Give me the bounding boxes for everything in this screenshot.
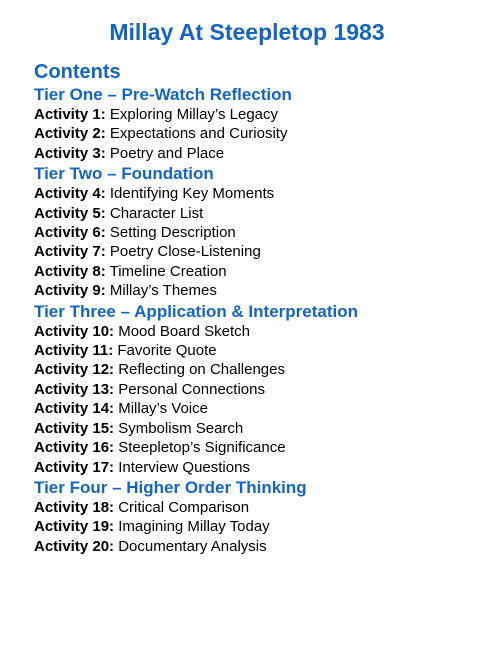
activity-number: Activity 4: xyxy=(34,185,106,203)
activity-title: Critical Comparison xyxy=(118,498,250,516)
activity-item xyxy=(34,281,484,300)
activity-number: Activity 2: xyxy=(34,125,106,143)
activity-number: Activity 19: xyxy=(34,518,115,536)
activity-number: Activity 6: xyxy=(34,224,106,242)
activity-title: Expectations and Curiosity xyxy=(109,125,288,143)
activity-number: Activity 11: xyxy=(34,342,114,360)
activity-item xyxy=(34,380,484,399)
activity-number: Activity 9: xyxy=(34,282,106,300)
activity-number: Activity 7: xyxy=(34,243,106,261)
page-title: Millay At Steepletop 1983 xyxy=(109,19,385,45)
activity-title: Exploring Millay’s Legacy xyxy=(109,106,279,123)
activity-number: Activity 17: xyxy=(34,458,115,476)
activity-number: Activity 5: xyxy=(34,204,106,222)
activity-item xyxy=(34,498,484,517)
activity-item xyxy=(34,537,484,556)
activity-number: Activity 18: xyxy=(34,498,115,516)
activity-title: Millay’s Voice xyxy=(118,400,208,418)
activity-title: Millay’s Themes xyxy=(109,282,217,300)
contents-heading: Contents xyxy=(34,61,121,83)
tier-heading-3: Tier Three – Application & Interpretation xyxy=(34,301,358,321)
activity-title: Setting Description xyxy=(109,224,236,242)
activity-item xyxy=(34,184,484,203)
activity-title: Poetry Close-Listening xyxy=(109,243,261,261)
activity-number: Activity 12: xyxy=(34,361,115,379)
activity-number: Activity 15: xyxy=(34,419,115,437)
tier-heading-1: Tier One – Pre-Watch Reflection xyxy=(34,85,292,104)
activity-number: Activity 8: xyxy=(34,262,106,280)
activity-title: Personal Connections xyxy=(118,380,265,398)
activity-title: Favorite Quote xyxy=(117,342,217,360)
activity-number: Activity 3: xyxy=(34,144,106,162)
activity-item xyxy=(34,223,484,242)
activity-title: Identifying Key Moments xyxy=(109,185,275,203)
activity-title: Steepletop’s Significance xyxy=(118,439,286,457)
activity-title: Reflecting on Challenges xyxy=(118,361,285,379)
activity-title: Character List xyxy=(109,204,204,222)
activity-item xyxy=(34,262,484,281)
activity-title: Symbolism Search xyxy=(118,419,244,437)
activity-item xyxy=(34,360,484,379)
tier-heading-4: Tier Four – Higher Order Thinking xyxy=(34,477,307,497)
activity-item xyxy=(34,399,484,418)
activity-title: Poetry and Place xyxy=(109,144,225,162)
activity-number: Activity 20: xyxy=(34,537,115,555)
table-of-contents xyxy=(34,60,484,556)
activity-title: Documentary Analysis xyxy=(118,537,267,555)
activity-item xyxy=(34,322,484,341)
activity-item xyxy=(34,517,484,536)
activity-item xyxy=(34,204,484,223)
activity-item xyxy=(34,438,484,457)
activity-item xyxy=(34,144,484,163)
activity-item xyxy=(34,105,484,124)
activity-number: Activity 10: xyxy=(34,322,115,340)
activity-title: Interview Questions xyxy=(118,458,250,476)
tier-heading-2: Tier Two – Foundation xyxy=(34,164,214,184)
activity-title: Mood Board Sketch xyxy=(118,322,250,340)
activity-item xyxy=(34,124,484,143)
activity-item xyxy=(34,242,484,261)
activity-number: Activity 13: xyxy=(34,380,115,398)
activity-title: Imagining Millay Today xyxy=(118,518,270,536)
activity-number: Activity 14: xyxy=(34,400,115,418)
activity-item xyxy=(34,458,484,477)
activity-title: Timeline Creation xyxy=(109,262,227,280)
activity-number: Activity 1: xyxy=(34,106,106,123)
activity-item xyxy=(34,341,484,360)
activity-item xyxy=(34,419,484,438)
activity-number: Activity 16: xyxy=(34,439,115,457)
